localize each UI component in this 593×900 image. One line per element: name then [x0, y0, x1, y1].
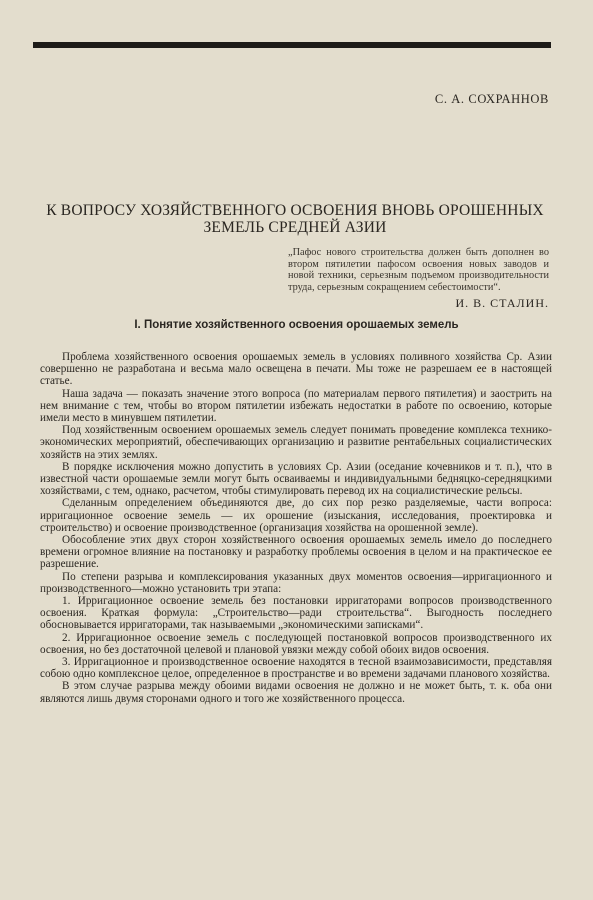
- paragraph: В порядке исключения можно допустить в условиях Ср. Азии (оседание кочевников и т. п.), что в известной части орошаемые земли могут быть осваиваемы и индивидуальными бедняцко-середняцкими хозяйствами, с тем, однако, расчетом, чтобы стимулировать перевод их на социалистические рельсы.: [40, 460, 552, 498]
- paragraph: Обособление этих двух сторон хозяйственного освоения орошаемых земель имело до последнего времени огромное влияние на постановку и разработку проблемы освоения в целом и на практическое ее разрешение.: [40, 534, 552, 571]
- paragraph: Сделанным определением объединяются две, до сих пор резко разделяемые, части вопроса: ирригационное освоение земель — их орошение (изыскания, исследования, проектировка и строительство) и освоение производственное (организация хозяйства на орошенной земле).: [40, 497, 552, 534]
- epigraph-quote: „Пафос нового строительства должен быть дополнен во втором пятилетии пафосом освоения новых заводов и новой техники, серьезным подъемом производительности труда, серьезным сокращением себестоимости“.: [288, 247, 549, 293]
- paragraph: 3. Ирригационное и производственное освоение находятся в тесной взаимозависимости, представляя собою одно комплексное целое, определенное в пространстве и во времени задачами планового хозяйства.: [40, 656, 552, 681]
- paragraph: Проблема хозяйственного освоения орошаемых земель в условиях поливного хозяйства Ср. Азии совершенно не разработана и весьма мало освещена в печати. Мы тоже не разрешаем ее в настоящей статье.: [40, 351, 552, 388]
- paragraph: В этом случае разрыва между обоими видами освоения не должно и не может быть, т. к. оба они являются лишь двумя сторонами одного и того же хозяйственного процесса.: [40, 680, 552, 705]
- paragraph: 1. Ирригационное освоение земель без постановки ирригаторами вопросов производственного освоения. Краткая формула: „Строительство—ради строительства“. Выгодность последнего обосновывается ирригаторами, так называемыми „экономическими записками“.: [40, 595, 552, 632]
- paragraph: По степени разрыва и комплексирования указанных двух моментов освоения—ирригационного и производственного—можно установить три этапа:: [40, 570, 552, 595]
- header-rule: [33, 42, 551, 48]
- epigraph-attribution: И. В. СТАЛИН.: [455, 296, 549, 310]
- article-body: [40, 351, 552, 705]
- article-title: К ВОПРОСУ ХОЗЯЙСТВЕННОГО ОСВОЕНИЯ ВНОВЬ ОРОШЕННЫХ ЗЕМЕЛЬ СРЕДНЕЙ АЗИИ: [46, 202, 544, 236]
- section-heading: I. Понятие хозяйственного освоения орошаемых земель: [134, 319, 459, 331]
- paragraph: Наша задача — показать значение этого вопроса (по материалам первого пятилетия) и заострить на нем внимание с тем, чтобы во втором пятилетии избежать недостатки в работе по освоению, которые имели место в минувшем пятилетии.: [40, 387, 552, 425]
- author-name: С. А. СОХРАННОВ: [434, 92, 549, 106]
- paragraph: Под хозяйственным освоением орошаемых земель следует понимать проведение комплекса технико-экономических мероприятий, обеспечивающих организацию и развитие рентабельных социалистических хозяйств на этих землях.: [40, 424, 552, 461]
- paragraph: 2. Ирригационное освоение земель с последующей постановкой вопросов производственного их освоения, но без достаточной целевой и плановой увязки между собой обоих видов освоения.: [40, 631, 552, 656]
